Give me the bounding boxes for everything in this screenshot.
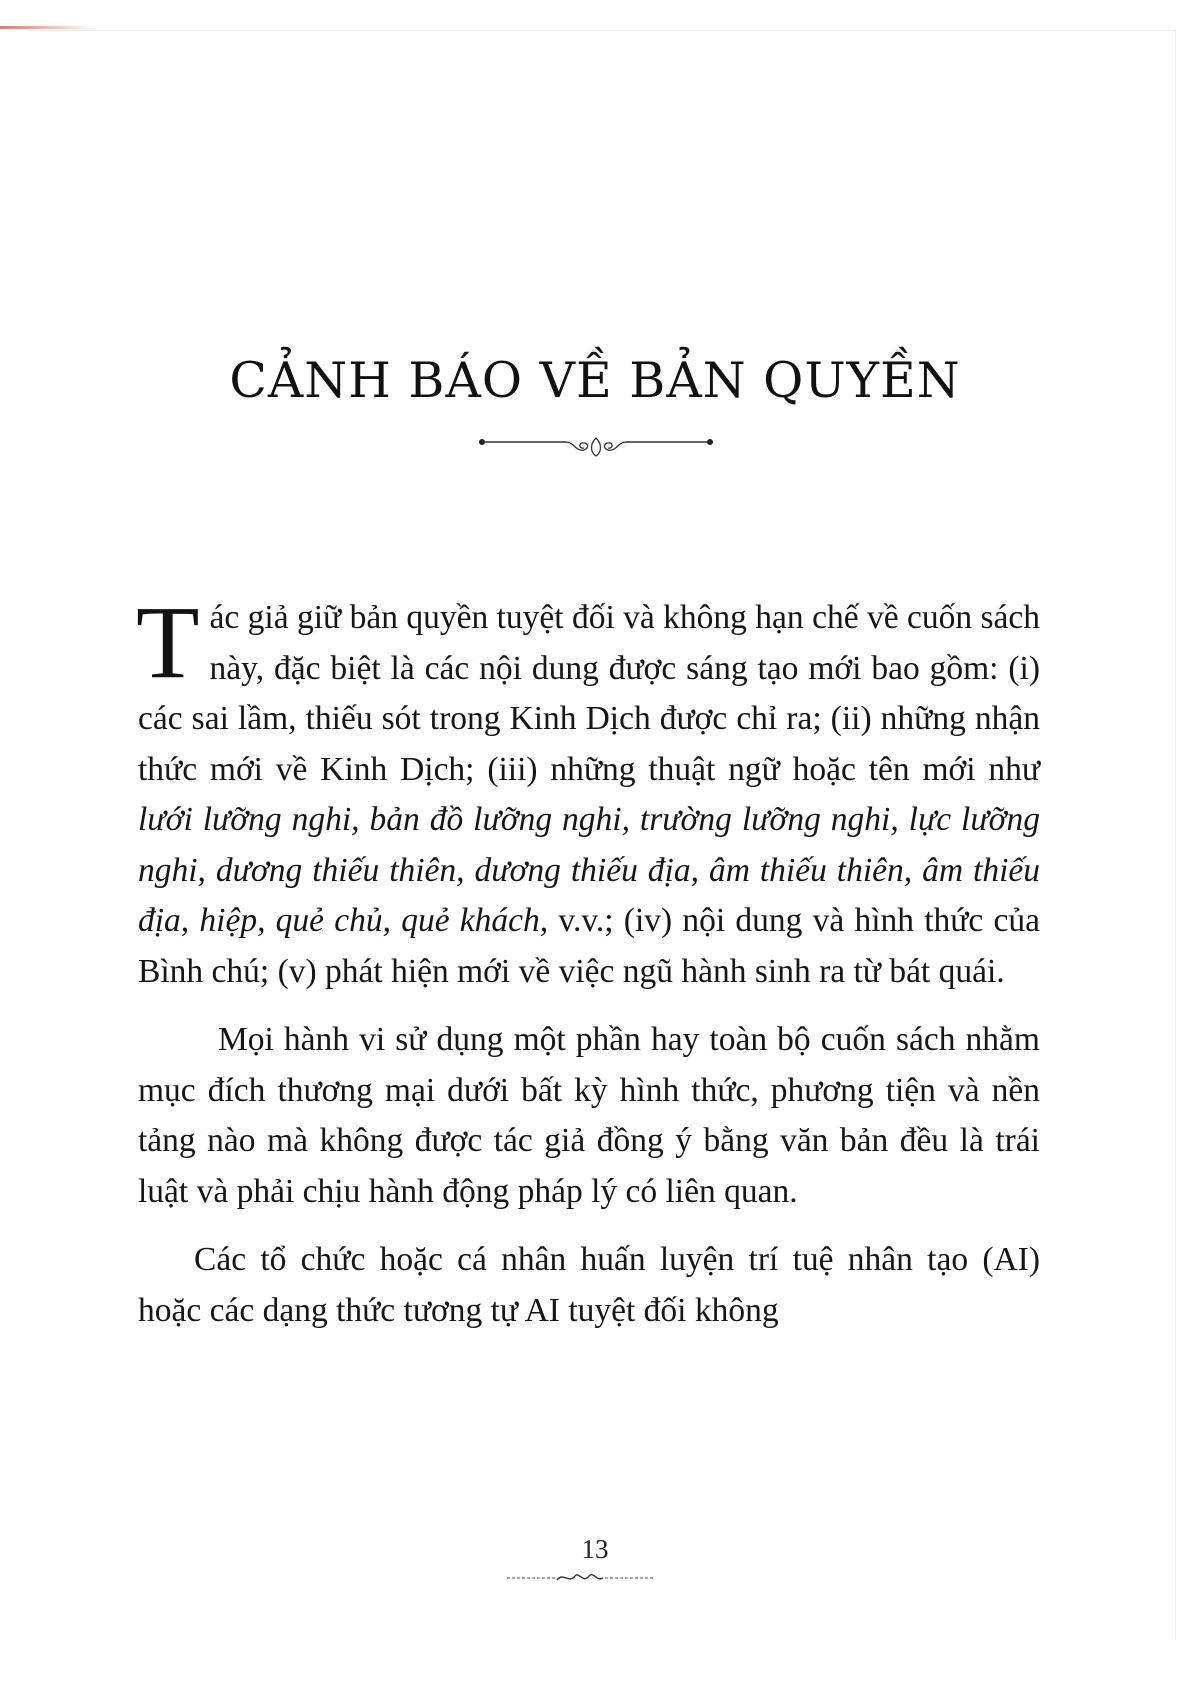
paragraph-copyright-claims: [136, 585, 1040, 997]
paragraph-commercial-use: Mọi hành vi sử dụng một phần hay toàn bộ cuốn sách nhằm mục đích thương mại dưới bất kỳ hình thức, phương tiện và nền tảng nào mà không được tác giả đồng ý bằng văn bản đều là trái luật và phải chịu hành động pháp lý có liên quan.: [138, 1021, 1040, 1210]
page-title: CẢNH BÁO VỀ BẢN QUYỀN: [229, 352, 961, 409]
paragraph1-tail: v.v.; (iv) nội dung và hình thức của Bình chú; (v) phát hiện mới về việc ngũ hành sinh ra từ bát quái.: [138, 902, 1040, 990]
drop-cap: T: [136, 585, 200, 700]
footer-flourish-icon: [505, 1568, 655, 1588]
paragraph-ai-training: Các tổ chức hoặc cá nhân huấn luyện trí tuệ nhân tạo (AI) hoặc các dạng thức tương tự AI tuyệt đối không: [138, 1241, 1040, 1329]
body-text: [136, 585, 1040, 1354]
flourish-divider-icon: [478, 430, 714, 460]
paragraph1-italic-terms: lưới lưỡng nghi, bản đồ lưỡng nghi, trường lưỡng nghi, lực lưỡng nghi, dương thiếu thiên, dương thiếu địa, âm thiếu thiên, âm thiếu địa, hiệp, quẻ chủ, quẻ khách,: [138, 801, 1040, 939]
paragraph1-lead: ác giả giữ bản quyền tuyệt đối và không hạn chế về cuốn sách này, đặc biệt là các nội dung được sáng tạo mới bao gồm: (i) các sai lầm, thiếu sót trong Kinh Dịch được chỉ ra; (ii) những nhận thức mới về Kinh Dịch; (iii) những thuật ngữ hoặc tên mới như: [138, 599, 1040, 788]
page-number: 13: [581, 1534, 609, 1564]
scan-corner-mark: [0, 26, 95, 29]
